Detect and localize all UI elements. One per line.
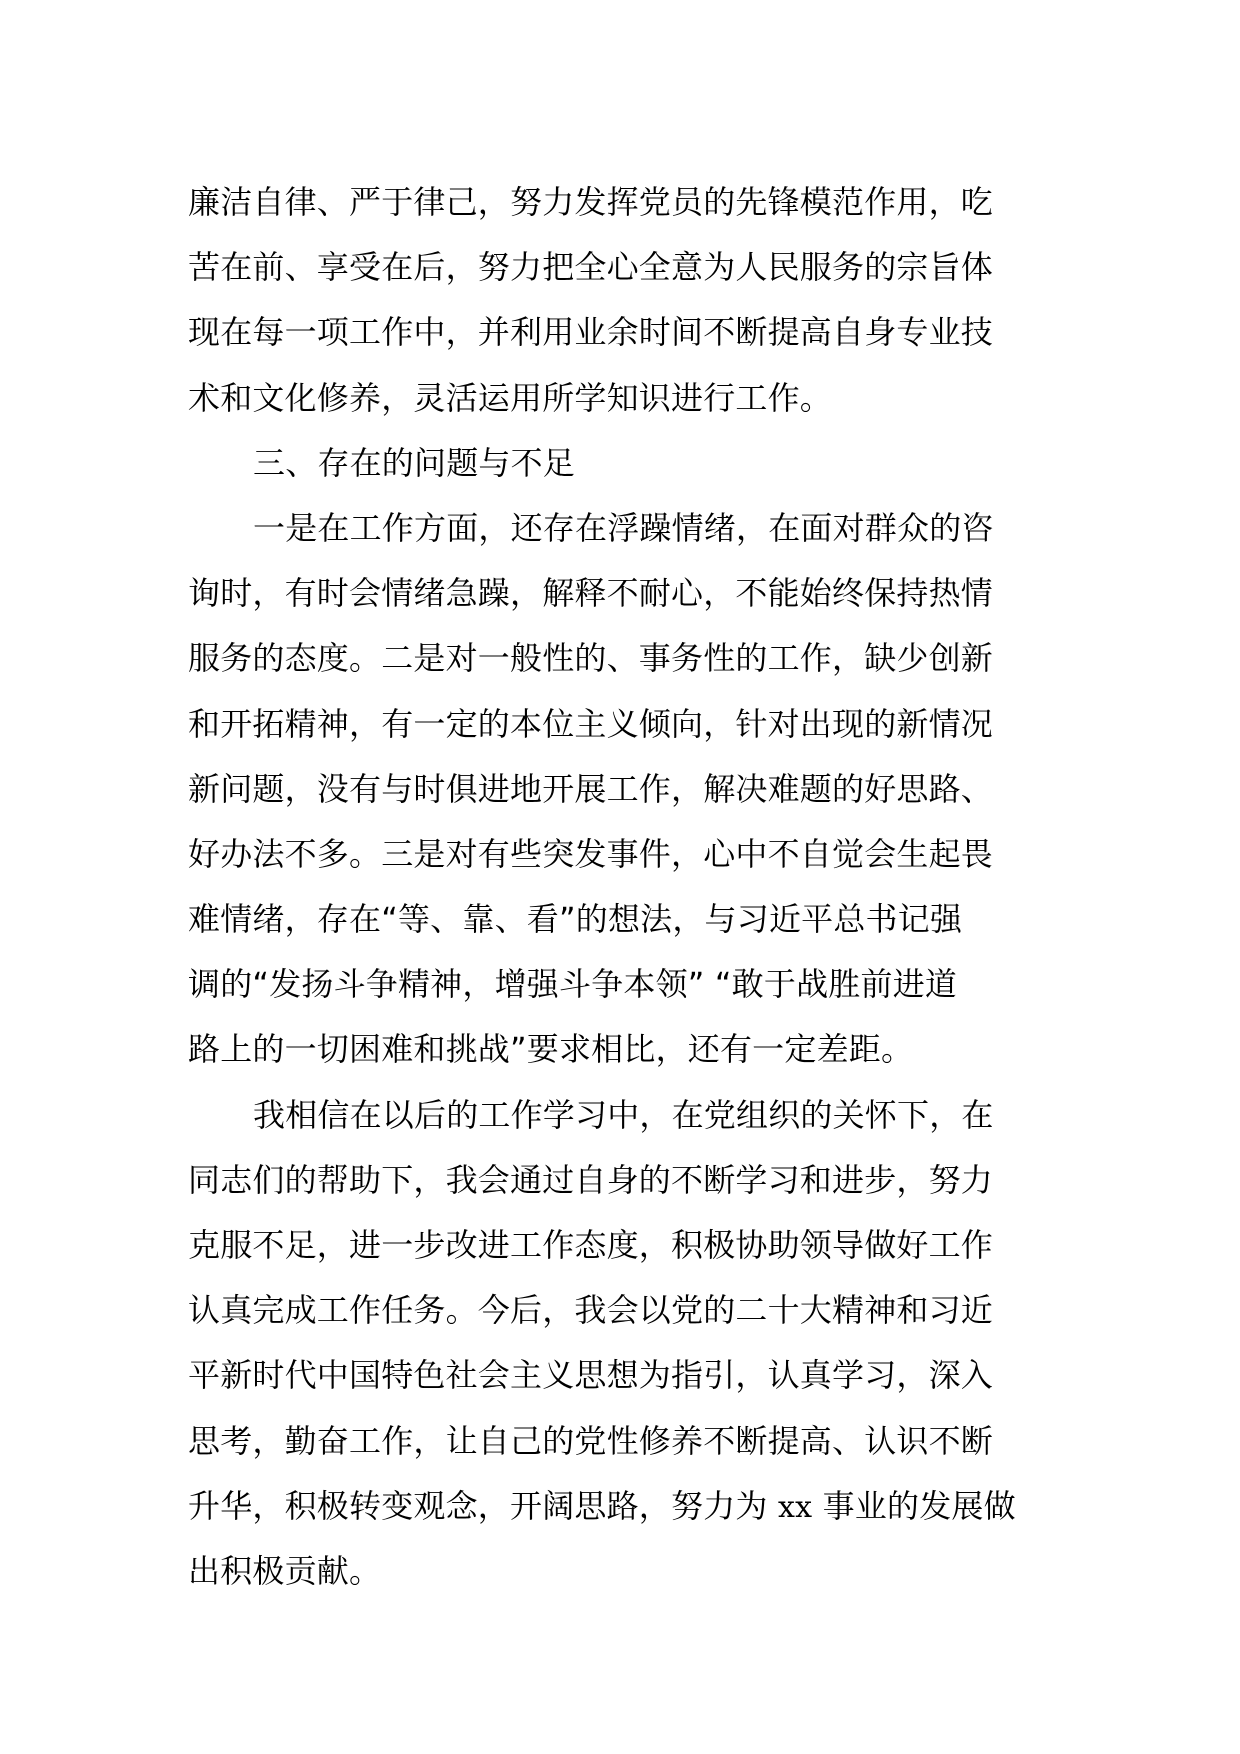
text-line: 思考，勤奋工作，让自己的党性修养不断提高、认识不断 bbox=[188, 1421, 994, 1460]
text-segment: 升华，积极转变观念，开阔思路，努力为 bbox=[188, 1486, 768, 1525]
text-line: 术和文化修养，灵活运用所学知识进行工作。 bbox=[188, 378, 833, 417]
text-line: 服务的态度。二是对一般性的、事务性的工作，缺少创新 bbox=[188, 639, 994, 678]
text-line bbox=[188, 1474, 1061, 1539]
text-segment: 事业的发展做 bbox=[822, 1486, 1016, 1525]
heading-text: 三、存在的问题与不足 bbox=[253, 443, 576, 482]
text-line: 廉洁自律、严于律己，努力发挥党员的先锋模范作用，吃 bbox=[188, 183, 994, 221]
text-line: 难情绪，存在“等、靠、看”的想法，与习近平总书记强 bbox=[188, 900, 963, 939]
text-line: 好办法不多。三是对有些突发事件，心中不自觉会生起畏 bbox=[188, 834, 994, 873]
text-line: 认真完成工作任务。今后，我会以党的二十大精神和习近 bbox=[188, 1291, 994, 1330]
paragraph-2 bbox=[188, 496, 1061, 1083]
paragraph-1 bbox=[188, 170, 1061, 431]
text-line: 平新时代中国特色社会主义思想为指引，认真学习，深入 bbox=[188, 1356, 994, 1395]
text-line: 新问题，没有与时俱进地开展工作，解决难题的好思路、 bbox=[188, 769, 994, 808]
text-line: 苦在前、享受在后，努力把全心全意为人民服务的宗旨体 bbox=[188, 248, 994, 287]
text-line: 现在每一项工作中，并利用业余时间不断提高自身专业技 bbox=[188, 313, 994, 352]
text-line: 和开拓精神，有一定的本位主义倾向，针对出现的新情况 bbox=[188, 704, 994, 743]
paragraph-3 bbox=[188, 1083, 1061, 1605]
text-line: 同志们的帮助下，我会通过自身的不断学习和进步，努力 bbox=[188, 1160, 994, 1199]
text-line: 克服不足，进一步改进工作态度，积极协助领导做好工作 bbox=[188, 1226, 994, 1264]
text-line: 调的“发扬斗争精神，增强斗争本领” “敢于战胜前进道 bbox=[188, 965, 958, 1004]
text-line: 询时，有时会情绪急躁，解释不耐心，不能始终保持热情 bbox=[188, 574, 994, 613]
text-line: 我相信在以后的工作学习中，在党组织的关怀下，在 bbox=[253, 1095, 994, 1134]
text-line: 路上的一切困难和挑战”要求相比，还有一定差距。 bbox=[188, 1030, 914, 1069]
placeholder-xx: xx bbox=[777, 1489, 813, 1525]
text-line: 出积极贡献。 bbox=[188, 1551, 382, 1590]
text-line: 一是在工作方面，还存在浮躁情绪，在面对群众的咨 bbox=[253, 508, 994, 547]
document-body bbox=[188, 170, 1061, 1604]
section-heading bbox=[188, 431, 1061, 496]
